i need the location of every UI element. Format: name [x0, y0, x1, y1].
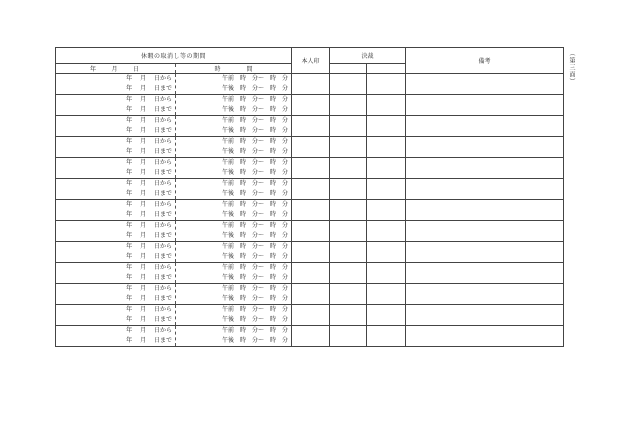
time-am: 午前 時 分～ 時 分	[222, 306, 289, 313]
remarks-cell[interactable]	[406, 263, 564, 284]
date-from: 年 月 日から	[126, 327, 172, 334]
approval-cell-1[interactable]	[330, 263, 367, 284]
date-to: 年 月 日まで	[126, 295, 172, 302]
approval-cell-1[interactable]	[330, 242, 367, 263]
date-to: 年 月 日まで	[126, 106, 172, 113]
applicant-seal-cell[interactable]	[292, 179, 330, 200]
table-row	[56, 305, 564, 326]
applicant-seal-cell[interactable]	[292, 200, 330, 221]
time-pm: 午後 時 分～ 時 分	[222, 106, 289, 113]
date-range-cell[interactable]	[56, 284, 176, 305]
applicant-seal-cell[interactable]	[292, 158, 330, 179]
date-range-cell[interactable]	[56, 200, 176, 221]
date-from: 年 月 日から	[126, 96, 172, 103]
time-range-cell[interactable]	[176, 263, 292, 284]
time-range-cell[interactable]	[176, 242, 292, 263]
remarks-cell[interactable]	[406, 284, 564, 305]
approval-cell-1[interactable]	[330, 179, 367, 200]
approval-cell-2[interactable]	[367, 284, 406, 305]
remarks-cell[interactable]	[406, 200, 564, 221]
date-from: 年 月 日から	[126, 222, 172, 229]
time-pm: 午後 時 分～ 時 分	[222, 190, 289, 197]
time-range-cell[interactable]	[176, 326, 292, 347]
date-from: 年 月 日から	[126, 243, 172, 250]
date-from: 年 月 日から	[126, 180, 172, 187]
approval-cell-1[interactable]	[330, 95, 367, 116]
approval-cell-1-header	[330, 64, 367, 74]
page-side-label: （第三面）	[568, 50, 575, 85]
time-am: 午前 時 分～ 時 分	[222, 138, 289, 145]
time-pm: 午後 時 分～ 時 分	[222, 337, 289, 344]
approval-cell-2[interactable]	[367, 242, 406, 263]
date-range-cell[interactable]	[56, 263, 176, 284]
year-header: 年	[90, 66, 97, 73]
date-to: 年 月 日まで	[126, 169, 172, 176]
applicant-seal-cell[interactable]	[292, 137, 330, 158]
approval-cell-2[interactable]	[367, 74, 406, 95]
date-to: 年 月 日まで	[126, 316, 172, 323]
table-row	[56, 284, 564, 305]
remarks-cell[interactable]	[406, 221, 564, 242]
date-to: 年 月 日まで	[126, 85, 172, 92]
approval-cell-1[interactable]	[330, 284, 367, 305]
time-range-cell[interactable]	[176, 74, 292, 95]
time-pm: 午後 時 分～ 時 分	[222, 148, 289, 155]
approval-cell-1[interactable]	[330, 74, 367, 95]
date-from: 年 月 日から	[126, 285, 172, 292]
time-range-cell[interactable]	[176, 158, 292, 179]
approval-cell-2[interactable]	[367, 137, 406, 158]
applicant-seal-cell[interactable]	[292, 326, 330, 347]
table-row	[56, 179, 564, 200]
time-range-cell[interactable]	[176, 200, 292, 221]
time-am: 午前 時 分～ 時 分	[222, 243, 289, 250]
time-range-cell[interactable]	[176, 284, 292, 305]
applicant-seal-cell[interactable]	[292, 263, 330, 284]
approval-cell-1[interactable]	[330, 326, 367, 347]
remarks-cell[interactable]	[406, 305, 564, 326]
approval-cell-1[interactable]	[330, 158, 367, 179]
applicant-seal-cell[interactable]	[292, 95, 330, 116]
date-range-cell[interactable]	[56, 74, 176, 95]
month-header: 月	[111, 66, 118, 73]
date-to: 年 月 日まで	[126, 211, 172, 218]
time-pm: 午後 時 分～ 時 分	[222, 316, 289, 323]
approval-cell-1[interactable]	[330, 221, 367, 242]
table-row	[56, 242, 564, 263]
approval-header: 決裁	[330, 48, 406, 64]
date-header	[56, 64, 176, 74]
remarks-cell[interactable]	[406, 179, 564, 200]
period-title: 休暇の取消し等の期間	[56, 48, 292, 64]
remarks-cell[interactable]	[406, 116, 564, 137]
date-from: 年 月 日から	[126, 306, 172, 313]
date-from: 年 月 日から	[126, 159, 172, 166]
approval-cell-2[interactable]	[367, 221, 406, 242]
date-to: 年 月 日まで	[126, 274, 172, 281]
time-am: 午前 時 分～ 時 分	[222, 327, 289, 334]
time-pm: 午後 時 分～ 時 分	[222, 253, 289, 260]
date-to: 年 月 日まで	[126, 232, 172, 239]
time-range-cell[interactable]	[176, 221, 292, 242]
date-from: 年 月 日から	[126, 201, 172, 208]
date-to: 年 月 日まで	[126, 253, 172, 260]
approval-cell-2-header	[367, 64, 406, 74]
approval-cell-2[interactable]	[367, 263, 406, 284]
date-from: 年 月 日から	[126, 264, 172, 271]
remarks-cell[interactable]	[406, 242, 564, 263]
time-range-cell[interactable]	[176, 116, 292, 137]
time-pm: 午後 時 分～ 時 分	[222, 295, 289, 302]
applicant-seal-cell[interactable]	[292, 284, 330, 305]
table-row	[56, 263, 564, 284]
time-am: 午前 時 分～ 時 分	[222, 201, 289, 208]
date-to: 年 月 日まで	[126, 148, 172, 155]
approval-cell-1[interactable]	[330, 305, 367, 326]
date-range-cell[interactable]	[56, 326, 176, 347]
table-row	[56, 116, 564, 137]
time-header-char-1: 時	[214, 66, 221, 73]
remarks-cell[interactable]	[406, 137, 564, 158]
approval-cell-2[interactable]	[367, 305, 406, 326]
time-am: 午前 時 分～ 時 分	[222, 264, 289, 271]
approval-cell-2[interactable]	[367, 116, 406, 137]
table-row	[56, 95, 564, 116]
time-header	[176, 64, 292, 74]
date-range-cell[interactable]	[56, 221, 176, 242]
date-from: 年 月 日から	[126, 75, 172, 82]
applicant-seal-cell[interactable]	[292, 305, 330, 326]
applicant-seal-cell[interactable]	[292, 116, 330, 137]
date-range-cell[interactable]	[56, 305, 176, 326]
time-pm: 午後 時 分～ 時 分	[222, 274, 289, 281]
date-from: 年 月 日から	[126, 138, 172, 145]
approval-cell-2[interactable]	[367, 326, 406, 347]
day-header: 日	[132, 66, 139, 73]
date-range-cell[interactable]	[56, 137, 176, 158]
date-to: 年 月 日まで	[126, 190, 172, 197]
date-from: 年 月 日から	[126, 117, 172, 124]
date-range-cell[interactable]	[56, 242, 176, 263]
table-row	[56, 221, 564, 242]
time-range-cell[interactable]	[176, 137, 292, 158]
date-to: 年 月 日まで	[126, 337, 172, 344]
applicant-seal-cell[interactable]	[292, 74, 330, 95]
approval-cell-2[interactable]	[367, 179, 406, 200]
approval-cell-2[interactable]	[367, 200, 406, 221]
date-range-cell[interactable]	[56, 95, 176, 116]
leave-cancellation-table	[55, 47, 564, 347]
table-row	[56, 326, 564, 347]
approval-cell-1[interactable]	[330, 200, 367, 221]
table-row	[56, 137, 564, 158]
table-row	[56, 200, 564, 221]
time-am: 午前 時 分～ 時 分	[222, 285, 289, 292]
time-range-cell[interactable]	[176, 305, 292, 326]
remarks-cell[interactable]	[406, 74, 564, 95]
time-pm: 午後 時 分～ 時 分	[222, 127, 289, 134]
remarks-header: 備考	[406, 48, 564, 74]
time-am: 午前 時 分～ 時 分	[222, 75, 289, 82]
approval-cell-1[interactable]	[330, 137, 367, 158]
applicant-seal-cell[interactable]	[292, 242, 330, 263]
remarks-cell[interactable]	[406, 95, 564, 116]
time-am: 午前 時 分～ 時 分	[222, 222, 289, 229]
time-pm: 午後 時 分～ 時 分	[222, 232, 289, 239]
table-row	[56, 74, 564, 95]
date-range-cell[interactable]	[56, 158, 176, 179]
approval-cell-2[interactable]	[367, 95, 406, 116]
time-pm: 午後 時 分～ 時 分	[222, 169, 289, 176]
time-am: 午前 時 分～ 時 分	[222, 96, 289, 103]
remarks-cell[interactable]	[406, 326, 564, 347]
applicant-seal-cell[interactable]	[292, 221, 330, 242]
approval-cell-1[interactable]	[330, 116, 367, 137]
time-header-char-2: 間	[246, 66, 253, 73]
date-to: 年 月 日まで	[126, 127, 172, 134]
time-range-cell[interactable]	[176, 95, 292, 116]
remarks-cell[interactable]	[406, 158, 564, 179]
time-am: 午前 時 分～ 時 分	[222, 117, 289, 124]
time-range-cell[interactable]	[176, 179, 292, 200]
time-pm: 午後 時 分～ 時 分	[222, 211, 289, 218]
time-pm: 午後 時 分～ 時 分	[222, 85, 289, 92]
table-row	[56, 158, 564, 179]
date-range-cell[interactable]	[56, 179, 176, 200]
applicant-seal-header: 本人印	[292, 48, 330, 74]
time-am: 午前 時 分～ 時 分	[222, 180, 289, 187]
date-range-cell[interactable]	[56, 116, 176, 137]
time-am: 午前 時 分～ 時 分	[222, 159, 289, 166]
approval-cell-2[interactable]	[367, 158, 406, 179]
